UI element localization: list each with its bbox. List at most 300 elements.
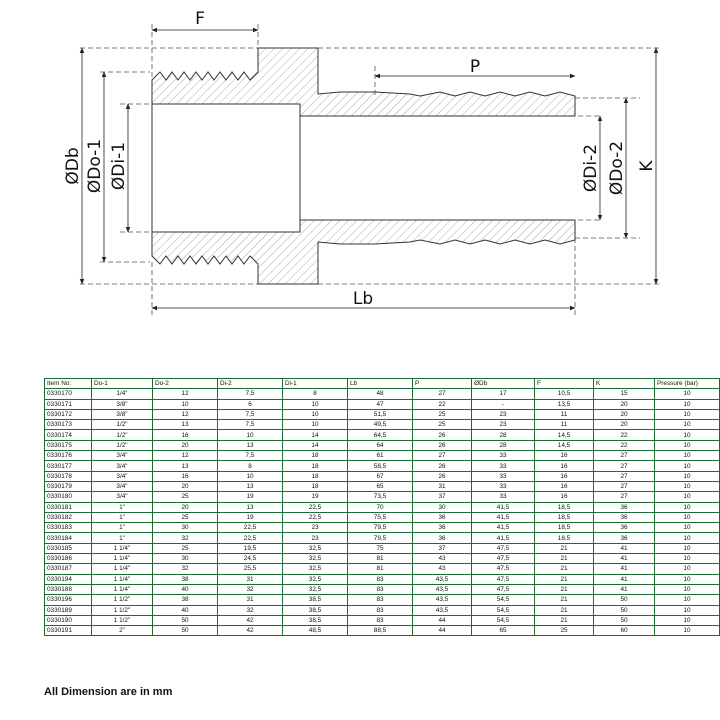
table-cell: 54,5 [472,605,535,615]
table-cell: 16 [535,481,594,491]
table-cell: 41 [594,564,655,574]
table-row [45,451,720,461]
table-cell: 0330191 [45,626,92,636]
table-cell: 10 [283,409,348,419]
table-cell: 0330189 [45,605,92,615]
table-cell: 32,5 [283,574,348,584]
table-cell: 13 [153,420,218,430]
table-cell: 0330180 [45,492,92,502]
table-cell: 42 [218,626,283,636]
table-row [45,399,720,409]
table-cell: 50 [594,605,655,615]
header-p: P [413,379,472,389]
table-cell: 21 [535,564,594,574]
table-cell: 1 1/4" [92,554,153,564]
table-cell: 54,5 [472,615,535,625]
table-cell: 26 [413,471,472,481]
table-row [45,389,720,399]
table-cell: 17 [472,389,535,399]
table-header-row [45,379,720,389]
table-cell: 36 [413,533,472,543]
table-cell: 44 [413,615,472,625]
table-cell: 10 [283,420,348,430]
table-cell: 20 [153,440,218,450]
label-f: F [195,9,205,29]
table-cell: 1" [92,533,153,543]
table-cell: 0330173 [45,420,92,430]
table-cell: 25 [153,543,218,553]
table-cell: 27 [594,471,655,481]
table-cell: 23 [472,420,535,430]
table-cell: 41 [594,584,655,594]
table-cell: 20 [594,420,655,430]
table-cell: 10 [655,584,720,594]
table-cell: 1/2" [92,440,153,450]
table-cell: 32 [153,564,218,574]
table-cell: 3/4" [92,481,153,491]
table-row [45,543,720,553]
table-cell: 36 [594,533,655,543]
table-cell: 16 [535,461,594,471]
table-cell: 10 [655,430,720,440]
table-cell: 20 [153,481,218,491]
table-cell: 21 [535,574,594,584]
table-cell: 25 [413,409,472,419]
table-cell: 10 [655,451,720,461]
table-cell: 83 [348,584,413,594]
table-cell: 37 [413,543,472,553]
table-cell: 2" [92,626,153,636]
table-row [45,584,720,594]
table-cell: 1/2" [92,430,153,440]
table-cell: 25,5 [218,564,283,574]
table-cell: 30 [413,502,472,512]
table-cell: 83 [348,605,413,615]
table-cell: 18,5 [535,512,594,522]
table-cell: 41,5 [472,523,535,533]
table-cell: 50 [153,615,218,625]
table-cell: 41,5 [472,502,535,512]
table-cell: 0330188 [45,584,92,594]
upper-wall-section [152,48,575,116]
table-cell: 25 [153,512,218,522]
label-di1: ØDi-1 [109,141,129,191]
table-cell: 1 1/4" [92,543,153,553]
table-cell: 7,5 [218,409,283,419]
table-cell: 6 [218,399,283,409]
table-cell: 0330181 [45,502,92,512]
table-cell: 58,5 [348,461,413,471]
table-cell: 10 [218,471,283,481]
table-cell: 43,5 [413,605,472,615]
table-cell: 16 [535,451,594,461]
table-row [45,595,720,605]
header-lb: Lb [348,379,413,389]
header-pressure: Pressure (bar) [655,379,720,389]
table-cell: 27 [594,461,655,471]
table-cell: 3/4" [92,461,153,471]
table-cell: 49,5 [348,420,413,430]
header-db: ØDb [472,379,535,389]
table-cell: 0330172 [45,409,92,419]
table-row [45,409,720,419]
table-cell: 27 [594,451,655,461]
table-cell: 10 [655,399,720,409]
table-cell: 0330196 [45,595,92,605]
table-cell: 0330174 [45,430,92,440]
table-cell: 1" [92,512,153,522]
table-cell: 36 [594,523,655,533]
table-cell: 21 [535,605,594,615]
table-cell: 25 [413,420,472,430]
table-cell: 48,5 [283,626,348,636]
table-cell: 47,5 [472,574,535,584]
table-cell: 30 [153,554,218,564]
table-cell: 8 [218,461,283,471]
table-row [45,523,720,533]
table-row [45,605,720,615]
table-cell: 7,5 [218,389,283,399]
table-cell: 36 [594,512,655,522]
table-cell: 32,5 [283,554,348,564]
table-row [45,481,720,491]
table-cell: 0330178 [45,471,92,481]
table-cell: 0330194 [45,574,92,584]
label-db: ØDb [63,147,83,185]
table-cell: 70 [348,502,413,512]
table-cell: 16 [535,492,594,502]
header-do2: Do-2 [153,379,218,389]
label-p: P [469,57,481,77]
table-cell: 10 [655,615,720,625]
table-cell: 67 [348,471,413,481]
table-cell: 47,5 [472,584,535,594]
table-cell: 11 [535,420,594,430]
table-cell: 38 [153,574,218,584]
table-cell: 83 [348,615,413,625]
table-cell: 1 1/4" [92,584,153,594]
table-cell: 23 [472,409,535,419]
lower-wall-section [152,220,575,284]
table-cell: 40 [153,584,218,594]
table-cell: 43,5 [413,574,472,584]
table-cell: 36 [594,502,655,512]
table-cell: 75,5 [348,512,413,522]
table-cell: 10 [218,430,283,440]
table-cell: 33 [472,492,535,502]
table-cell: 22 [413,399,472,409]
table-cell: 25 [153,492,218,502]
table-cell: 47 [348,399,413,409]
table-cell: 0330176 [45,451,92,461]
table-cell: 10 [655,481,720,491]
table-cell: 3/4" [92,492,153,502]
dimension-table [44,378,720,636]
table-cell: 11 [535,409,594,419]
table-cell: 75 [348,543,413,553]
table-cell: 41 [594,574,655,584]
table-cell: 23 [283,523,348,533]
table-cell: 19 [218,492,283,502]
table-cell: 1/2" [92,420,153,430]
table-cell: 13 [218,502,283,512]
table-cell: 24,5 [218,554,283,564]
header-f: F [535,379,594,389]
table-cell: 64,5 [348,430,413,440]
table-cell: 20 [594,399,655,409]
table-cell: 31 [218,595,283,605]
table-cell: 10 [655,502,720,512]
table-cell: 10 [153,399,218,409]
table-cell: 60 [594,626,655,636]
table-cell: 10 [655,595,720,605]
table-cell: 18,5 [535,523,594,533]
table-cell: 1 1/2" [92,605,153,615]
header-k: K [594,379,655,389]
table-cell: 10 [655,543,720,553]
table-cell: 33 [472,471,535,481]
table-row [45,533,720,543]
table-cell: 28 [472,430,535,440]
table-body [45,389,720,636]
table-cell: 65 [472,626,535,636]
table-cell: 10 [655,605,720,615]
table-cell: 22 [594,430,655,440]
table-row [45,440,720,450]
table-cell: 32,5 [283,584,348,594]
table-cell: 14,5 [535,440,594,450]
header-di2: Di-2 [218,379,283,389]
table-cell: 12 [153,451,218,461]
table-cell: 43,5 [413,584,472,594]
table-cell: 8 [283,389,348,399]
table-cell: 7,5 [218,451,283,461]
table-cell: 19 [283,492,348,502]
table-cell: 10 [655,626,720,636]
table-cell: 10 [283,399,348,409]
table-cell: 0330171 [45,399,92,409]
table-cell: 10 [655,492,720,502]
label-do1: ØDo-1 [85,138,105,194]
table-cell: 22,5 [283,502,348,512]
table-cell: 0330182 [45,512,92,522]
table-cell: 14 [283,440,348,450]
table-cell: 13,5 [535,399,594,409]
table-cell: - [472,399,535,409]
table-cell: 31 [413,481,472,491]
table-cell: 1 1/2" [92,615,153,625]
table-row [45,430,720,440]
table-cell: 41,5 [472,533,535,543]
table-cell: 65 [348,481,413,491]
table-cell: 10 [655,461,720,471]
table-cell: 41 [594,554,655,564]
table-cell: 10 [655,389,720,399]
table-cell: 40 [153,605,218,615]
table-cell: 79,5 [348,533,413,543]
table-cell: 19 [218,512,283,522]
table-cell: 1/4" [92,389,153,399]
table-cell: 38 [153,595,218,605]
table-cell: 30 [153,523,218,533]
table-cell: 54,5 [472,595,535,605]
table-row [45,420,720,430]
fitting-cross-section-drawing [0,0,720,330]
table-cell: 3/8" [92,399,153,409]
table-cell: 0330185 [45,543,92,553]
table-cell: 18,5 [535,502,594,512]
table-cell: 21 [535,615,594,625]
table-cell: 73,5 [348,492,413,502]
table-cell: 22 [594,440,655,450]
header-item-no: Item No: [45,379,92,389]
table-cell: 10 [655,409,720,419]
table-cell: 27 [413,451,472,461]
table-cell: 0330186 [45,554,92,564]
table-cell: 41,5 [472,512,535,522]
label-do2: ØDo-2 [607,140,627,196]
table-cell: 27 [594,492,655,502]
table-cell: 18 [283,481,348,491]
table-cell: 16 [153,471,218,481]
table-cell: 14 [283,430,348,440]
table-cell: 44 [413,626,472,636]
table-cell: 26 [413,440,472,450]
table-cell: 16 [535,471,594,481]
table-cell: 50 [153,626,218,636]
table-cell: 25 [535,626,594,636]
table-cell: 50 [594,615,655,625]
table-cell: 83 [348,574,413,584]
table-cell: 32,5 [283,564,348,574]
table-cell: 22,5 [218,533,283,543]
table-cell: 19,5 [218,543,283,553]
table-cell: 21 [535,584,594,594]
table-cell: 10 [655,512,720,522]
table-cell: 0330190 [45,615,92,625]
table-cell: 43 [413,564,472,574]
table-cell: 7,5 [218,420,283,430]
table-cell: 18 [283,451,348,461]
table-cell: 33 [472,461,535,471]
table-cell: 64 [348,440,413,450]
table-cell: 1" [92,502,153,512]
table-cell: 0330183 [45,523,92,533]
table-cell: 22,5 [218,523,283,533]
table-cell: 10 [655,564,720,574]
table-row [45,615,720,625]
table-row [45,461,720,471]
table-cell: 28 [472,440,535,450]
table-cell: 26 [413,461,472,471]
table-cell: 36 [413,523,472,533]
table-cell: 42 [218,615,283,625]
table-cell: 10 [655,440,720,450]
table-cell: 50 [594,595,655,605]
table-cell: 21 [535,554,594,564]
table-cell: 0330177 [45,461,92,471]
table-cell: 22,5 [283,512,348,522]
table-row [45,512,720,522]
table-cell: 12 [153,389,218,399]
table-row [45,574,720,584]
table-cell: 15 [594,389,655,399]
table-cell: 81 [348,554,413,564]
table-cell: 3/8" [92,409,153,419]
table-cell: 10 [655,471,720,481]
table-cell: 3/4" [92,451,153,461]
table-cell: 47,5 [472,543,535,553]
table-cell: 43 [413,554,472,564]
table-cell: 0330184 [45,533,92,543]
table-cell: 38,5 [283,615,348,625]
table-cell: 47,5 [472,554,535,564]
table-cell: 13 [153,461,218,471]
table-cell: 16 [153,430,218,440]
table-cell: 13 [218,440,283,450]
table-cell: 27 [594,481,655,491]
table-cell: 18 [283,471,348,481]
table-cell: 51,5 [348,409,413,419]
table-cell: 10 [655,574,720,584]
table-cell: 1 1/4" [92,564,153,574]
table-row [45,564,720,574]
table-row [45,626,720,636]
table-row [45,502,720,512]
table-cell: 79,5 [348,523,413,533]
table-cell: 32 [218,584,283,594]
table-cell: 18 [283,461,348,471]
table-cell: 83 [348,595,413,605]
table-cell: 27 [413,389,472,399]
label-di2: ØDi-2 [581,143,601,193]
table-cell: 32,5 [283,543,348,553]
table-cell: 43,5 [413,595,472,605]
table-cell: 21 [535,595,594,605]
table-cell: 37 [413,492,472,502]
table-cell: 32 [218,605,283,615]
table-cell: 1" [92,523,153,533]
table-cell: 20 [594,409,655,419]
table-row [45,492,720,502]
table-cell: 0330187 [45,564,92,574]
label-lb: Lb [352,289,374,309]
table-cell: 21 [535,543,594,553]
table-cell: 48 [348,389,413,399]
table-cell: 1 1/4" [92,574,153,584]
table-cell: 38,5 [283,605,348,615]
table-cell: 0330175 [45,440,92,450]
table-cell: 10 [655,420,720,430]
table-cell: 20 [153,502,218,512]
table-cell: 18,5 [535,533,594,543]
header-do1: Do-1 [92,379,153,389]
table-cell: 1 1/2" [92,595,153,605]
table-row [45,554,720,564]
table-cell: 47,5 [472,564,535,574]
table-row [45,471,720,481]
table-cell: 32 [153,533,218,543]
table-cell: 33 [472,481,535,491]
table-cell: 88,5 [348,626,413,636]
table-cell: 26 [413,430,472,440]
table-cell: 36 [413,512,472,522]
table-cell: 10 [655,533,720,543]
table-cell: 10 [655,523,720,533]
table-cell: 10 [655,554,720,564]
table-cell: 33 [472,451,535,461]
table-cell: 14,5 [535,430,594,440]
